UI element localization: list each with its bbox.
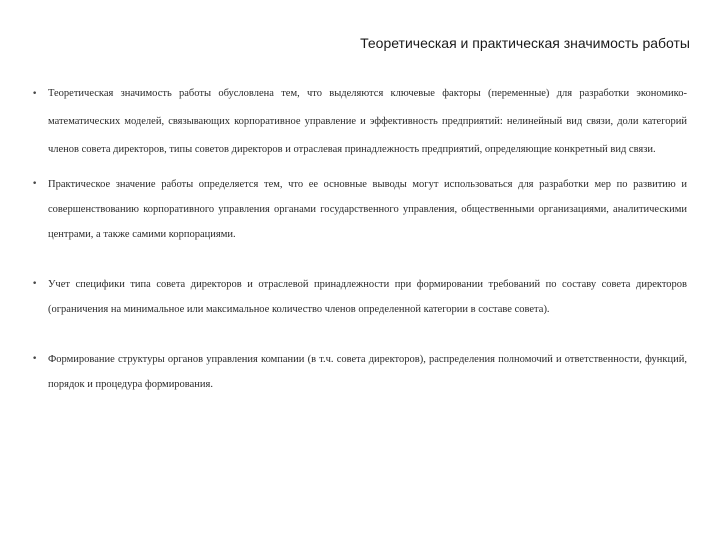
bullet-item-practical (32, 172, 687, 247)
bullet-dot-icon: • (32, 279, 38, 289)
bullet-list (32, 80, 687, 397)
bullet-text: Формирование структуры органов управления компании (в т.ч. совета директоров), распределения полномочий и ответственности, функций, порядок и процедура формирования. (48, 354, 687, 390)
bullet-text: Практическое значение работы определяется тем, что ее основные выводы могут использоваться для разработки мер по развитию и совершенствованию корпоративного управления органами государственного управления, общественными организациями, аналитическими центрами, а также самими корпорациями. (48, 179, 687, 240)
bullet-text: Теоретическая значимость работы обусловлена тем, что выделяются ключевые факторы (переменные) для разработки экономико-математических моделей, связывающих корпоративное управление и эффективность предприятий: нелинейный вид связи, доли категорий членов совета директоров, типы советов директоров и отраслевая принадлежность предприятий, определяющие конкретный вид связи. (48, 88, 687, 155)
bullet-text: Учет специфики типа совета директоров и отраслевой принадлежности при формировании требований по составу совета директоров (ограничения на минимальное или максимальное количество членов определенной категории в составе совета). (48, 279, 687, 315)
slide-title: Теоретическая и практическая значимость работы (360, 35, 690, 51)
bullet-item-governance-structure (32, 347, 687, 397)
bullet-dot-icon: • (32, 89, 38, 99)
bullet-dot-icon: • (32, 179, 38, 189)
bullet-item-board-specifics (32, 272, 687, 322)
bullet-dot-icon: • (32, 354, 38, 364)
bullet-item-theoretical (32, 80, 687, 164)
